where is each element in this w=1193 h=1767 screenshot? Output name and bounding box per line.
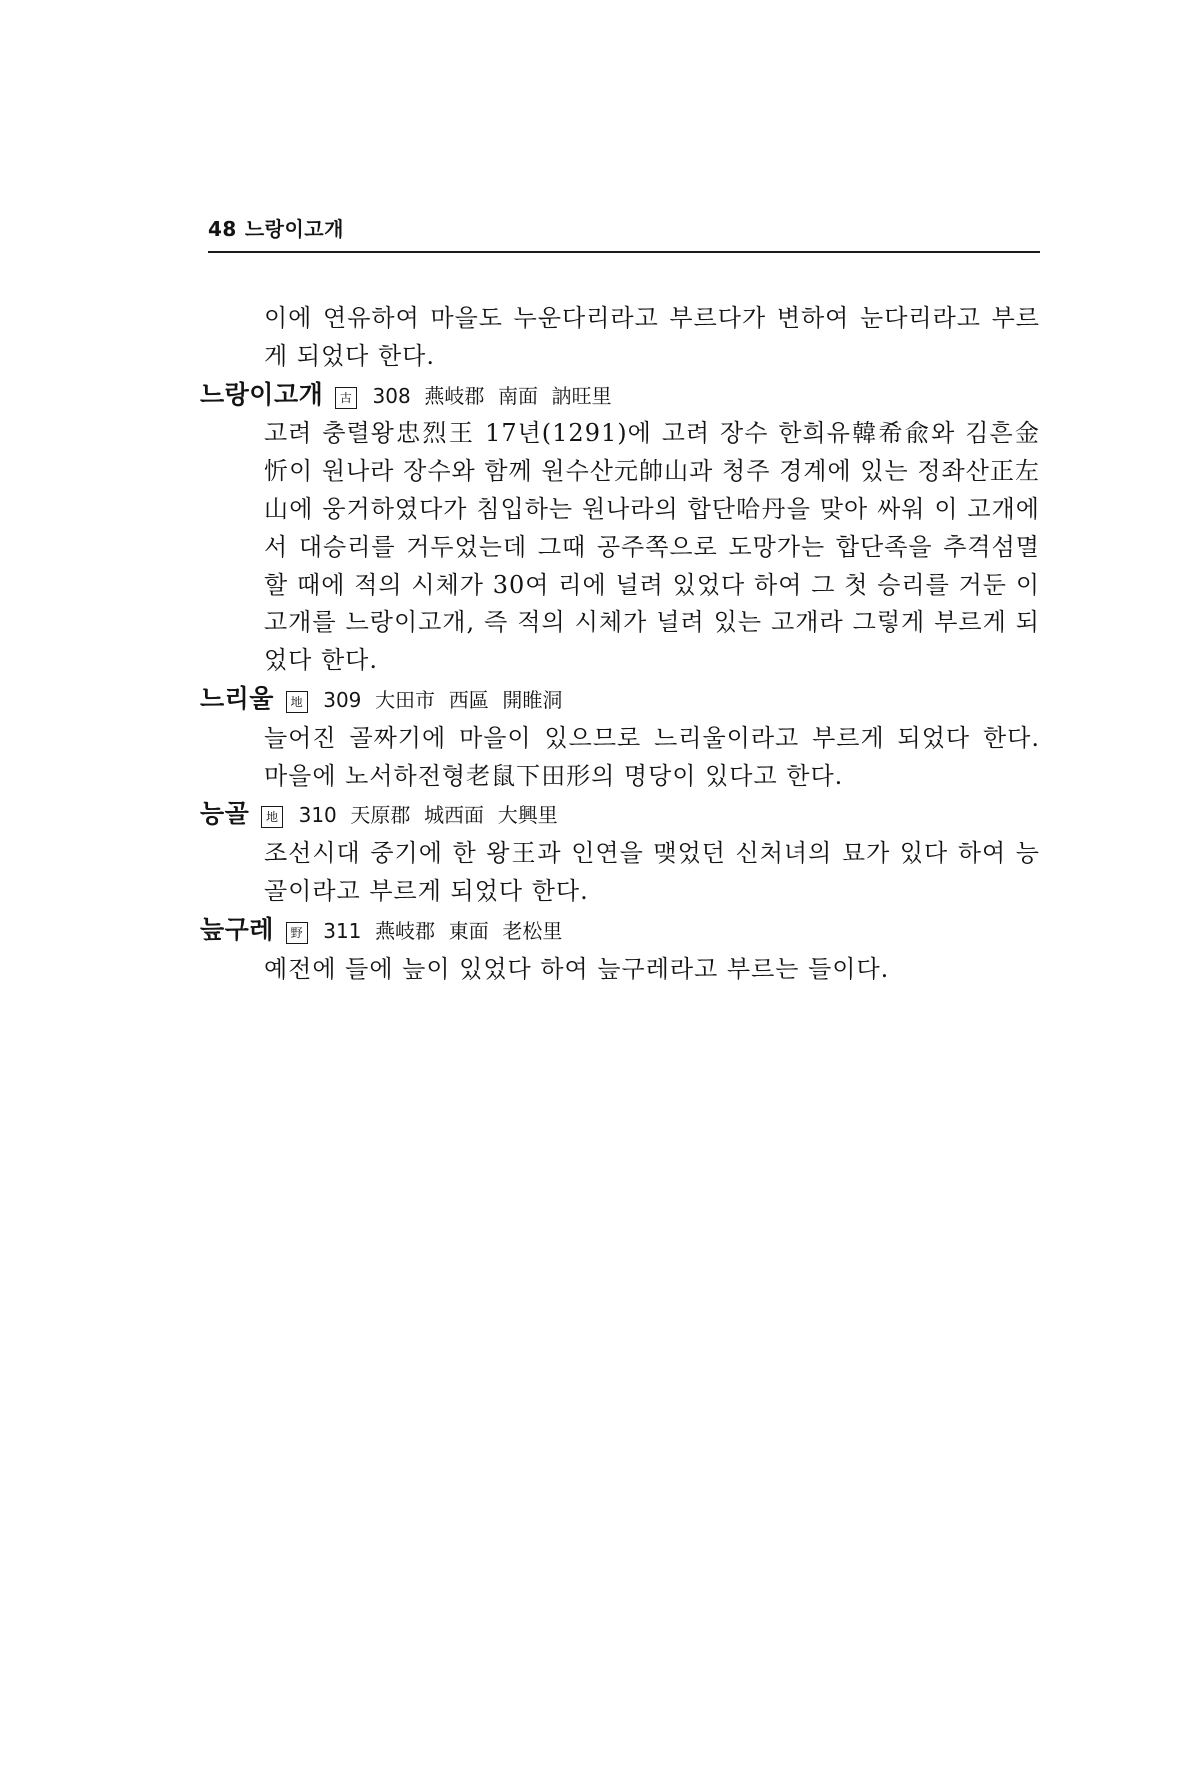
entry-district: 南面 (498, 383, 539, 408)
continued-paragraph: 이에 연유하여 마을도 누운다리라고 부르다가 변하여 눈다리라고 부르게 되었다 한다. (264, 304, 1040, 370)
entry-number: 311 (323, 918, 362, 943)
entry-county: 燕岐郡 (375, 918, 436, 943)
entry-text: 고려 충렬왕忠烈王 17년(1291)에 고려 장수 한희유韓希兪와 김흔金忻이 원나라 장수와 함께 원수산元帥山과 청주 경계에 있는 정좌산正左山에 웅거하였다가 침입하는 원나라의 합단哈丹을 맞아 싸워 이 고개에서 대승리를 거두었는데 그때 공주쪽으로 도망가는 합단족을 추격섬멸할 때에 적의 시체가 30여 리에 널려 있었다 하여 그 첫 승리를 거둔 이 고개를 느랑이고개, 즉 적의 시체가 널려 있는 고개라 그렇게 부르게 되었다 한다. (264, 419, 1040, 675)
entry-headword: 늪구레 (200, 914, 274, 944)
entry-county: 燕岐郡 (424, 383, 485, 408)
entry-type-mark: 地 (286, 691, 308, 713)
entry-headword: 능골 (200, 799, 250, 829)
entry-county: 天原郡 (350, 803, 411, 828)
entry-village: 老松里 (502, 918, 563, 943)
entry-type-mark: 地 (261, 806, 283, 828)
page-number: 48 (208, 217, 237, 241)
entry-type-mark: 古 (335, 387, 357, 409)
running-head (208, 213, 1040, 253)
entry-text: 예전에 들에 늪이 있었다 하여 늪구레라고 부르는 들이다. (264, 954, 890, 983)
entry-headword: 느랑이고개 (200, 379, 324, 409)
running-title: 느랑이고개 (244, 217, 344, 241)
entry-number: 310 (298, 803, 337, 828)
entry-village: 大興里 (497, 803, 558, 828)
entry-county: 大田市 (375, 687, 436, 712)
entry-village: 訥旺里 (551, 383, 612, 408)
entry-number: 309 (323, 687, 362, 712)
entry-heading (200, 795, 1040, 835)
entry-village: 開睢洞 (502, 687, 563, 712)
entry-heading (200, 911, 1040, 951)
entry-heading (200, 680, 1040, 720)
entry-district: 西區 (448, 687, 489, 712)
entry-district: 城西面 (424, 803, 485, 828)
entry-text: 늘어진 골짜기에 마을이 있으므로 느리울이라고 부르게 되었다 한다. 마을에 노서하전형老鼠下田形의 명당이 있다고 한다. (264, 723, 1040, 790)
entry-headword: 느리울 (200, 683, 274, 713)
entry-district: 東面 (448, 918, 489, 943)
entry-number: 308 (372, 383, 411, 408)
page-body (200, 300, 1040, 988)
entry-type-mark: 野 (286, 922, 308, 944)
entry-text: 조선시대 중기에 한 왕王과 인연을 맺었던 신처녀의 묘가 있다 하여 능골이라고 부르게 되었다 한다. (264, 839, 1040, 905)
entry-heading (200, 376, 1040, 416)
